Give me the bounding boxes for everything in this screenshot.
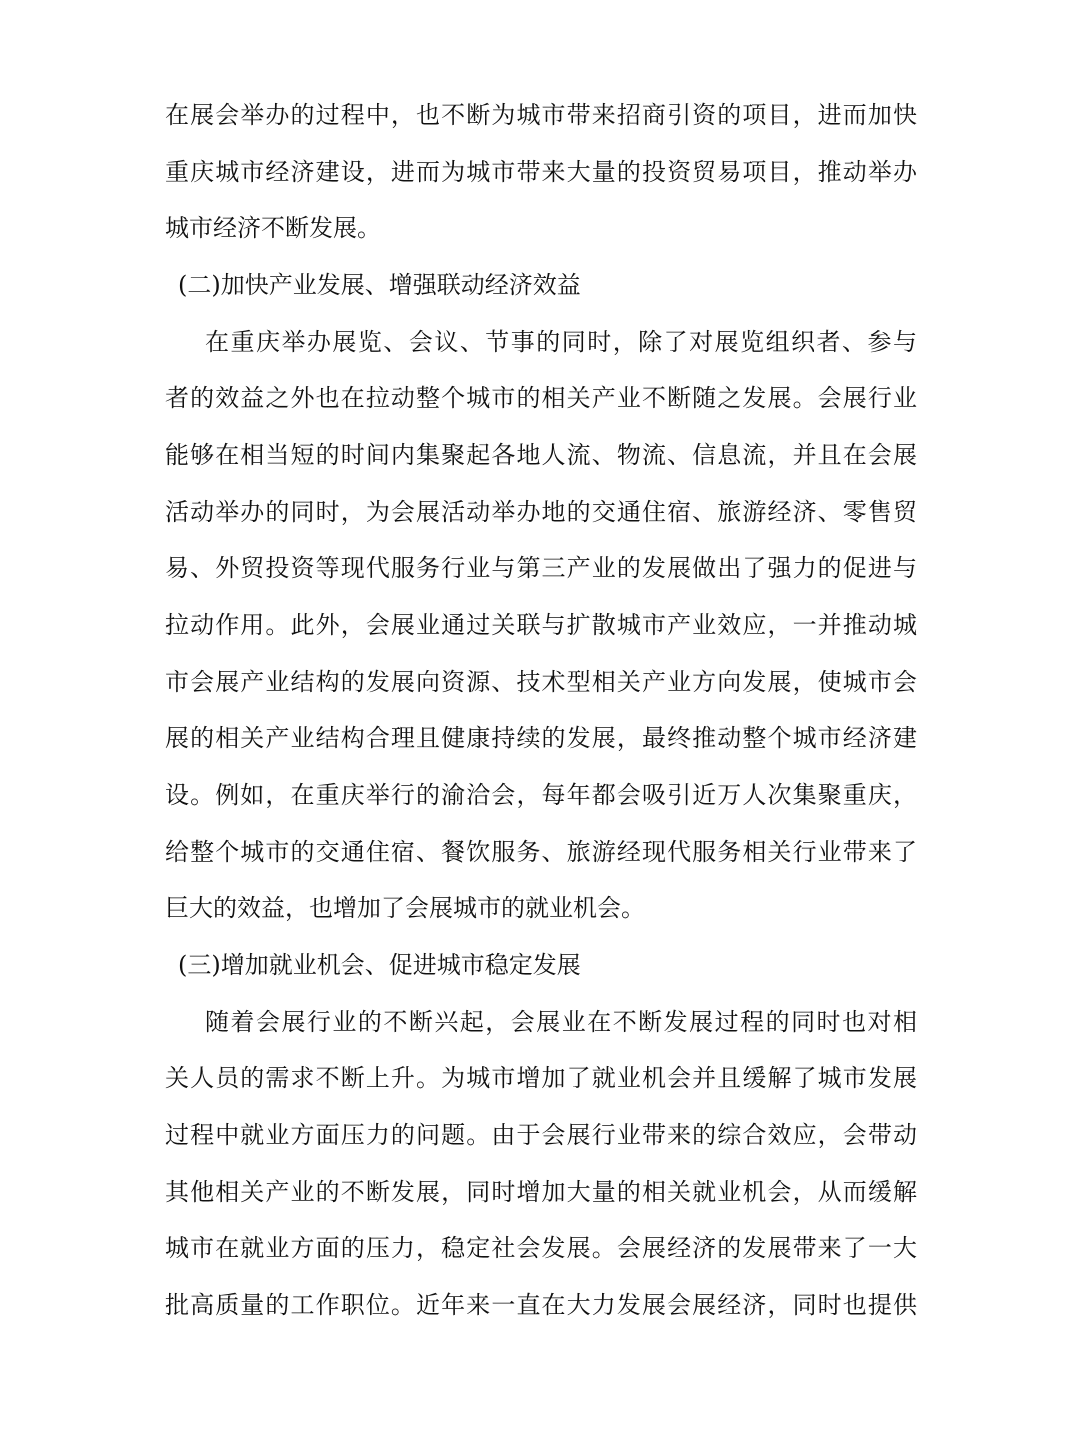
paragraph-line: 巨大的效益，也增加了会展城市的就业机会。 xyxy=(165,894,645,922)
paragraph-line: 过程中就业方面压力的问题。由于会展行业带来的综合效应，会带动 xyxy=(165,1121,917,1149)
section-heading: (三)增加就业机会、促进城市稳定发展 xyxy=(178,951,581,979)
paragraph-line: 给整个城市的交通住宿、餐饮服务、旅游经现代服务相关行业带来了 xyxy=(165,838,917,866)
paragraph-line: 批高质量的工作职位。近年来一直在大力发展会展经济，同时也提供 xyxy=(165,1291,917,1319)
paragraph-line: 在展会举办的过程中，也不断为城市带来招商引资的项目，进而加快 xyxy=(165,101,917,129)
paragraph-line: 关人员的需求不断上升。为城市增加了就业机会并且缓解了城市发展 xyxy=(165,1064,917,1092)
paragraph-line: 设。例如，在重庆举行的渝洽会，每年都会吸引近万人次集聚重庆， xyxy=(165,781,917,809)
paragraph-line: 展的相关产业结构合理且健康持续的发展，最终推动整个城市经济建 xyxy=(165,724,917,752)
paragraph-line: 其他相关产业的不断发展，同时增加大量的相关就业机会，从而缓解 xyxy=(165,1178,917,1206)
paragraph-line: 重庆城市经济建设，进而为城市带来大量的投资贸易项目，推动举办 xyxy=(165,158,917,186)
paragraph-line: 在重庆举办展览、会议、节事的同时，除了对展览组织者、参与 xyxy=(205,328,917,356)
paragraph-line: 能够在相当短的时间内集聚起各地人流、物流、信息流，并且在会展 xyxy=(165,441,917,469)
paragraph-line: 活动举办的同时，为会展活动举办地的交通住宿、旅游经济、零售贸 xyxy=(165,498,917,526)
paragraph-line: 城市经济不断发展。 xyxy=(165,214,381,242)
paragraph-line: 城市在就业方面的压力，稳定社会发展。会展经济的发展带来了一大 xyxy=(165,1234,917,1262)
paragraph-line: 随着会展行业的不断兴起，会展业在不断发展过程的同时也对相 xyxy=(205,1008,917,1036)
paragraph-line: 易、外贸投资等现代服务行业与第三产业的发展做出了强力的促进与 xyxy=(165,554,917,582)
paragraph-line: 拉动作用。此外，会展业通过关联与扩散城市产业效应，一并推动城 xyxy=(165,611,917,639)
paragraph-line: 市会展产业结构的发展向资源、技术型相关产业方向发展，使城市会 xyxy=(165,668,917,696)
paragraph-line: 者的效益之外也在拉动整个城市的相关产业不断随之发展。会展行业 xyxy=(165,384,917,412)
section-heading: (二)加快产业发展、增强联动经济效益 xyxy=(178,271,581,299)
